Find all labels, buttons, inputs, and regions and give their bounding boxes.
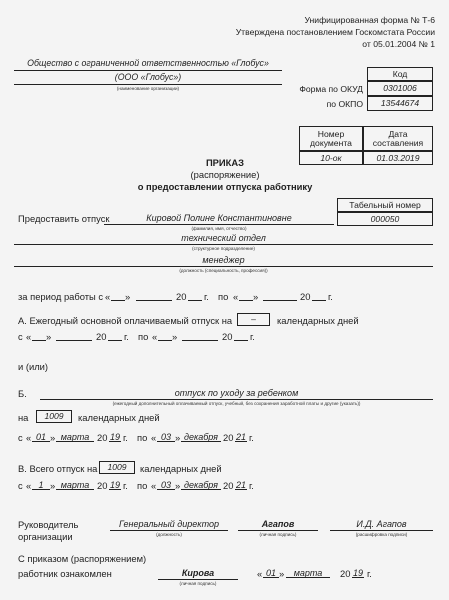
org-caption: (наименование организации): [116, 86, 180, 91]
okpo-value: 13544674: [367, 96, 433, 111]
section-b-from-year: 19: [109, 432, 120, 442]
department-underline: [14, 244, 433, 245]
ack-signature-caption: (личная подпись): [179, 581, 217, 586]
head-decoding-caption: (расшифровка подписи): [355, 532, 408, 537]
employee-name-underline: [104, 224, 334, 225]
section-a-days: –: [237, 313, 270, 326]
section-v-to-day: 03: [160, 480, 171, 490]
head-label-1: Руководитель: [18, 519, 79, 530]
grant-leave-label: Предоставить отпуск: [18, 213, 110, 224]
org-name-line1: Общество с ограниченной ответственностью «Глобус»: [27, 58, 269, 68]
section-b-days: 1009: [36, 410, 72, 423]
okud-value: 0301006: [367, 81, 433, 96]
section-b-to-month: декабря: [183, 432, 218, 442]
section-a-days-label: календарных дней: [277, 315, 359, 326]
approval-date: от 05.01.2004 № 1: [362, 39, 435, 49]
head-position: Генеральный директор: [118, 519, 219, 529]
period-q-close: »: [125, 291, 131, 302]
period-label: за период работы с: [18, 291, 104, 302]
section-v-from-month: марта: [60, 480, 90, 490]
ack-label-1: С приказом (распоряжением): [18, 553, 147, 564]
section-v-from-year: 19: [109, 480, 120, 490]
ack-label-2: работник ознакомлен: [18, 568, 112, 579]
tab-number-header: Табельный номер: [337, 198, 433, 212]
position-caption: (должность (специальность, профессия)): [179, 268, 268, 273]
org-name-underline-1: [14, 70, 282, 71]
okpo-label: по ОКПО: [326, 99, 363, 109]
org-name-underline-2: [14, 84, 282, 85]
section-b-type: отпуск по уходу за ребенком: [174, 388, 299, 398]
section-v-to-month: декабря: [183, 480, 218, 490]
order-subtitle: (распоряжение): [190, 169, 260, 180]
section-a-label: А. Ежегодный основной оплачиваемый отпуск на: [18, 315, 233, 326]
and-or-label: и (или): [18, 361, 49, 372]
org-name-line2: (ООО «Глобус»): [114, 72, 182, 82]
position-underline: [14, 266, 433, 267]
tab-number-value: 000050: [337, 212, 433, 226]
ack-year: 19: [352, 568, 363, 578]
period-g: г.: [204, 291, 209, 302]
section-b-to-year: 21: [235, 432, 246, 442]
section-b-from-month: марта: [60, 432, 90, 442]
head-decoding: И.Д. Агапов: [356, 519, 407, 529]
code-header: Код: [367, 67, 433, 81]
section-v-from-day: 1: [38, 480, 44, 490]
section-v-days: 1009: [99, 461, 135, 474]
ack-day: 01: [265, 568, 276, 578]
ack-month: марта: [293, 568, 323, 578]
section-v-label: В. Всего отпуск на: [18, 463, 98, 474]
section-b-days-label: календарных дней: [78, 412, 160, 423]
period-q-open: «: [105, 291, 111, 302]
doc-date-header: Дата составления: [363, 126, 433, 151]
section-b-to-day: 03: [160, 432, 171, 442]
order-purpose: о предоставлении отпуска работнику: [137, 181, 313, 192]
okud-label: Форма по ОКУД: [299, 84, 363, 94]
head-signature-caption: (личная подпись): [259, 532, 297, 537]
form-name: Унифицированная форма № Т-6: [304, 15, 435, 25]
head-signature: Агапов: [261, 519, 295, 529]
section-b-type-caption: (ежегодный дополнительный оплачиваемый отпуск, учебный, без сохранения заработной платы и другие (указать)): [112, 401, 361, 406]
position: менеджер: [202, 255, 245, 265]
employee-name: Кировой Полине Константиновне: [146, 213, 292, 223]
order-title: ПРИКАЗ: [205, 157, 245, 168]
department: технический отдел: [181, 233, 266, 243]
section-b-type-underline: [40, 399, 433, 400]
section-b-from-day: 01: [35, 432, 46, 442]
department-caption: (структурное подразделение): [192, 246, 255, 251]
section-b-letter: Б.: [18, 388, 27, 399]
head-label-2: организации: [18, 531, 73, 542]
section-v-days-label: календарных дней: [140, 463, 222, 474]
employee-name-caption: (фамилия, имя, отчество): [191, 226, 247, 231]
doc-number-value: 10-ок: [299, 151, 363, 165]
ack-signature: Кирова: [181, 568, 215, 578]
period-year: 20: [176, 291, 187, 302]
section-v-to-year: 21: [235, 480, 246, 490]
approval-text: Утверждена постановлением Госкомстата России: [235, 27, 435, 37]
head-position-caption: (должность): [156, 532, 182, 537]
doc-date-value: 01.03.2019: [363, 151, 433, 165]
period-po: по: [218, 291, 229, 302]
doc-number-header: Номер документа: [299, 126, 363, 151]
